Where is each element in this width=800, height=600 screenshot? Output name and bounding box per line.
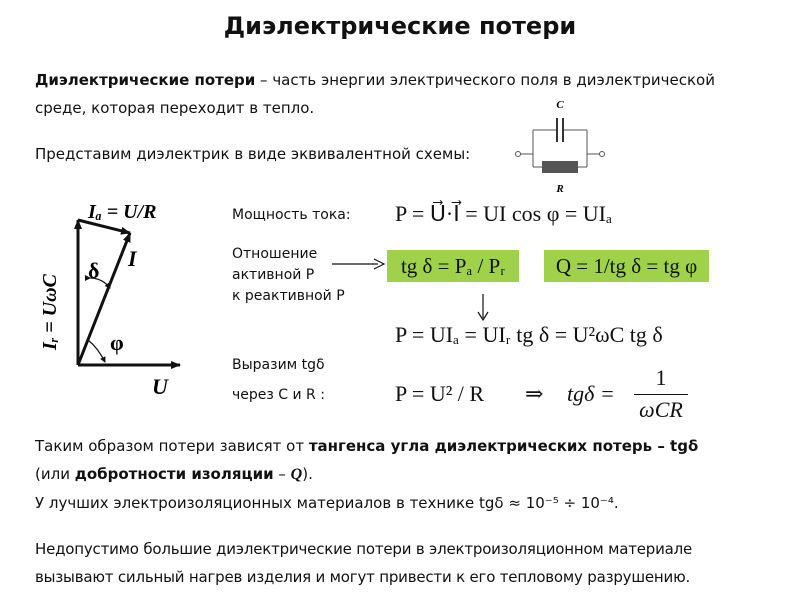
vector-diagram [30, 190, 230, 400]
conclusion-l1-pre: Таким образом потери зависят от [35, 437, 309, 455]
formula-tg-highlight: tg δ = Pₐ / Pᵣ [387, 250, 519, 282]
ratio-label-line3: к реактивной P [232, 288, 345, 304]
ratio-arrow-icon [330, 256, 386, 272]
label-u: U [152, 374, 168, 399]
conclusion-l2-bold: добротности изоляции [74, 465, 274, 483]
intro-term: Диэлектрические потери [35, 71, 256, 89]
page-title: Диэлектрические потери [223, 12, 577, 40]
power-formula: P = U⃗·I⃗ = UI cos φ = UIₐ [395, 201, 613, 226]
label-phi: φ [110, 330, 124, 355]
down-arrow-icon [475, 292, 491, 322]
ratio-label [232, 244, 345, 307]
conclusion-l2-post: ). [302, 465, 313, 483]
formula-tg2-numerator: 1 [655, 365, 667, 390]
phi-arc [88, 340, 105, 362]
equivalent-circuit [505, 96, 615, 196]
label-ia: Iₐ = U/R [88, 201, 157, 223]
represent-text: Представим диэлектрик в виде эквивалентной схемы: [35, 145, 471, 163]
formula-tg2-denominator: ωCR [639, 397, 683, 422]
fraction-bar [634, 394, 688, 395]
warning-paragraph [35, 535, 692, 591]
express-label-line2: через C и R : [232, 387, 325, 403]
circuit-label-c: C [556, 99, 564, 111]
conclusion-l1-post: – tgδ [652, 437, 699, 455]
implies-arrow: ⇒ [525, 381, 544, 406]
formula-q-highlight: Q = 1/tg δ = tg φ [544, 250, 709, 282]
formula-p2: P = UIₐ = UIᵣ tg δ = U²ωC tg δ [395, 322, 663, 347]
warning-l2: вызывают сильный нагрев изделия и могут привести к его тепловому разрушению. [35, 568, 691, 586]
ratio-label-line1: Отношение [232, 246, 318, 262]
label-delta: δ [88, 258, 100, 283]
formula-p3: P = U² / R [395, 381, 485, 406]
conclusion-l3: У лучших электроизоляционных материалов в технике tgδ ≈ 10⁻⁵ ÷ 10⁻⁴. [35, 494, 619, 512]
conclusion-paragraph [35, 432, 698, 517]
power-label: Мощность тока: [232, 207, 351, 223]
intro-line2: среде, которая переходит в тепло. [35, 99, 315, 117]
express-label-line1: Выразим tgδ [232, 357, 325, 373]
intro-line1-rest: – часть энергии электрического поля в диэлектрической [255, 71, 715, 89]
ratio-label-line2: активной P [232, 267, 315, 283]
circuit-label-r: R [556, 183, 564, 195]
formula-tg2-lhs: tgδ = [567, 381, 615, 406]
warning-l1: Недопустимо большие диэлектрические потери в электроизоляционном материале [35, 540, 693, 558]
label-i: I [128, 246, 137, 271]
conclusion-l2-q: Q [290, 466, 303, 483]
resistor-symbol [542, 161, 578, 173]
label-ir: Iᵣ = UωC [39, 274, 61, 350]
conclusion-l2-pre: (или [35, 465, 75, 483]
conclusion-l1-bold: тангенса угла диэлектрических потерь [308, 437, 653, 455]
express-label [232, 350, 325, 410]
conclusion-l2-mid: – [273, 465, 291, 483]
